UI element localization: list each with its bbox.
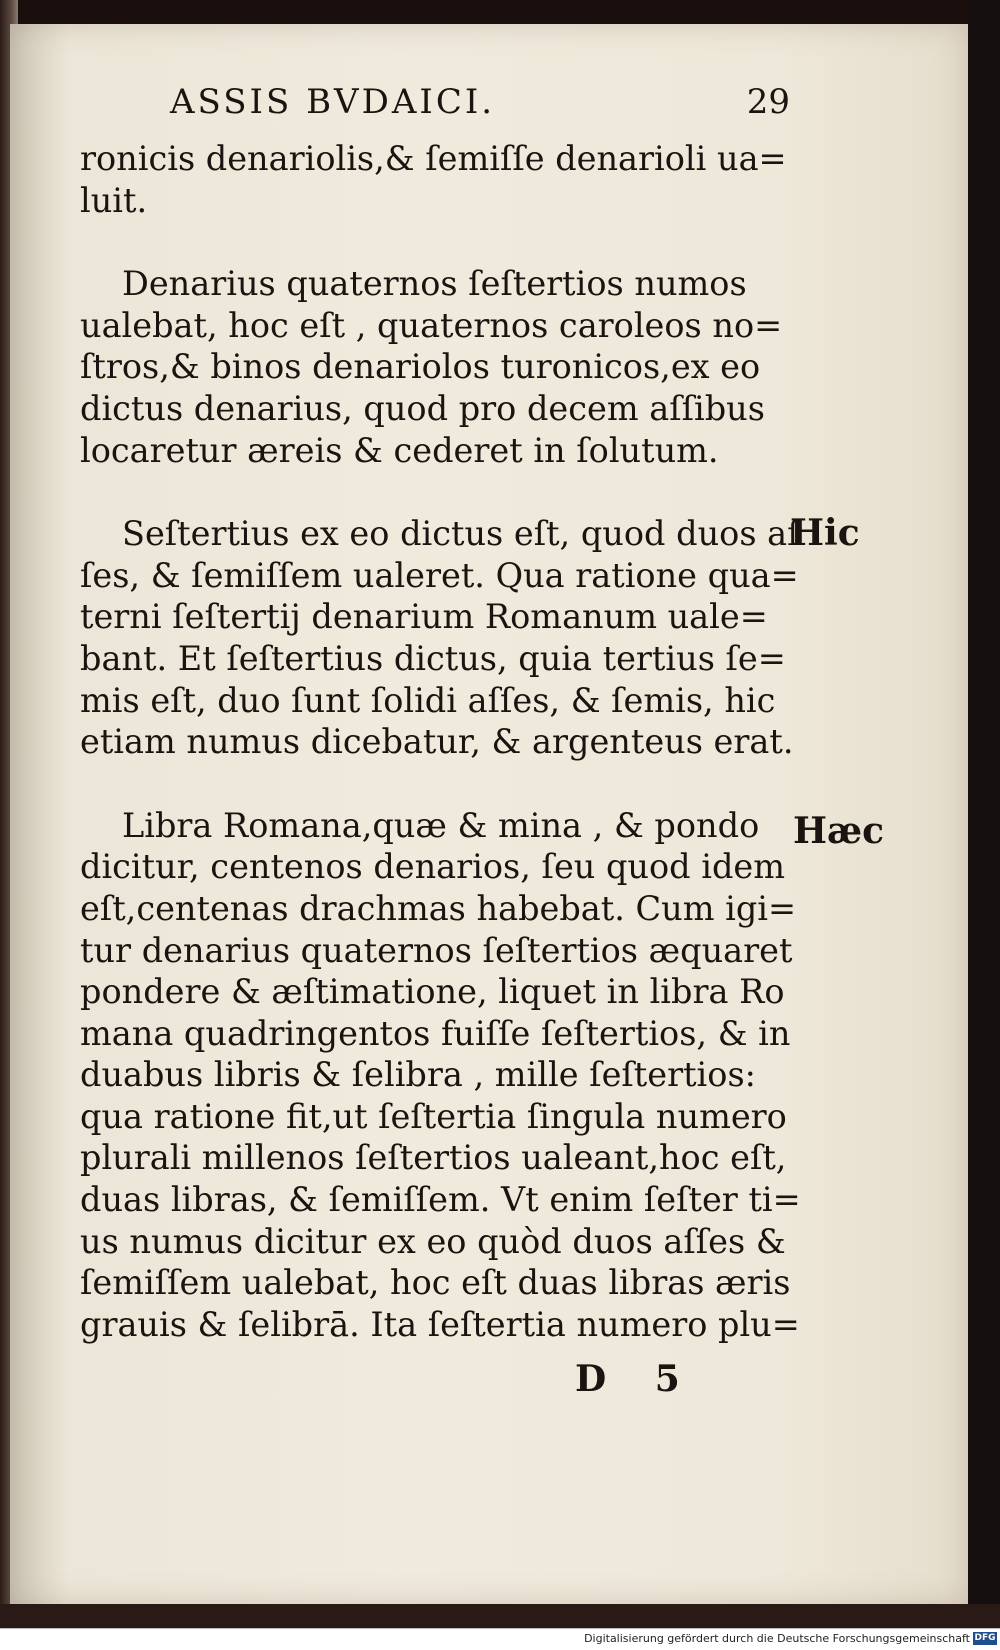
paragraph-continuation <box>80 138 787 221</box>
scan-background-right <box>970 0 1000 1620</box>
text-line: pondere & æſtimatione, liquet in libra Ro <box>80 972 785 1012</box>
signature-mark: D 5 <box>575 1358 698 1400</box>
text-line: ſtros,& binos denariolos turonicos,ex eo <box>80 347 761 387</box>
text-line: tur denarius quaternos ſeſtertios æquaret <box>80 930 793 970</box>
text-line: duabus libris & ſelibra , mille ſeſtertios: <box>80 1055 756 1095</box>
page-body <box>80 138 801 1345</box>
text-line: terni ſeſtertij denarium Romanum uale= <box>80 597 768 637</box>
text-line: ualebat, hoc eſt , quaternos caroleos no= <box>80 305 783 345</box>
text-line: locaretur æreis & cederet in ſolutum. <box>80 430 719 470</box>
paragraph-denarius <box>80 263 783 471</box>
scan-background-bottom <box>0 1604 1000 1628</box>
text-line: Libra Romana,quæ & mina , & pondo <box>122 805 760 845</box>
digitization-footer <box>0 1628 1000 1650</box>
dfg-logo: DFG <box>974 1633 996 1643</box>
text-line: bant. Et ſeſtertius dictus, quia tertius ſe= <box>80 638 786 678</box>
text-line: mana quadringentos fuiſſe ſeſtertios, & in <box>80 1013 791 1053</box>
page-header <box>170 82 790 132</box>
text-line: Seſtertius ex eo dictus eſt, quod duos aſ <box>122 514 800 554</box>
page-number: 29 <box>746 82 790 122</box>
text-line: luit. <box>80 180 148 220</box>
text-line: ronicis denariolis,& ſemiſſe denarioli ua= <box>80 139 787 178</box>
paragraph-libra <box>80 805 801 1346</box>
funding-credit: Digitalisierung gefördert durch die Deutsche Forschungsgemeinschaft <box>584 1632 970 1645</box>
text-line: Denarius quaternos ſeſtertios numos <box>122 264 747 304</box>
text-line: dicitur, centenos denarios, ſeu quod idem <box>80 847 786 887</box>
text-line: mis eſt, duo ſunt ſolidi aſſes, & ſemis, hic <box>80 680 776 720</box>
text-line: etiam numus dicebatur, & argenteus erat. <box>80 722 794 762</box>
paragraph-sestertius <box>80 513 800 763</box>
text-line: us numus dicitur ex eo quòd duos aſſes & <box>80 1221 786 1261</box>
text-line: eſt,centenas drachmas habebat. Cum igi= <box>80 888 797 928</box>
text-line: dictus denarius, quod pro decem aſſibus <box>80 388 765 428</box>
text-line: duas libras, & ſemiſſem. Vt enim ſeſter ti= <box>80 1180 801 1220</box>
margin-catchword-haec: Hæc <box>793 810 885 852</box>
text-line: ſes, & ſemiſſem ualeret. Qua ratione qua= <box>80 555 799 595</box>
margin-catchword-hic: Hic <box>790 512 860 554</box>
text-line: plurali millenos ſeſtertios ualeant,hoc eſt, <box>80 1138 787 1178</box>
text-line: grauis & ſelibrā. Ita ſeſtertia numero plu= <box>80 1304 800 1344</box>
running-title: ASSIS BVDAICI. <box>170 82 496 122</box>
text-line: qua ratione fit,ut ſeſtertia ſingula numero <box>80 1096 787 1136</box>
text-line: ſemiſſem ualebat, hoc eſt duas libras æris <box>80 1263 791 1303</box>
